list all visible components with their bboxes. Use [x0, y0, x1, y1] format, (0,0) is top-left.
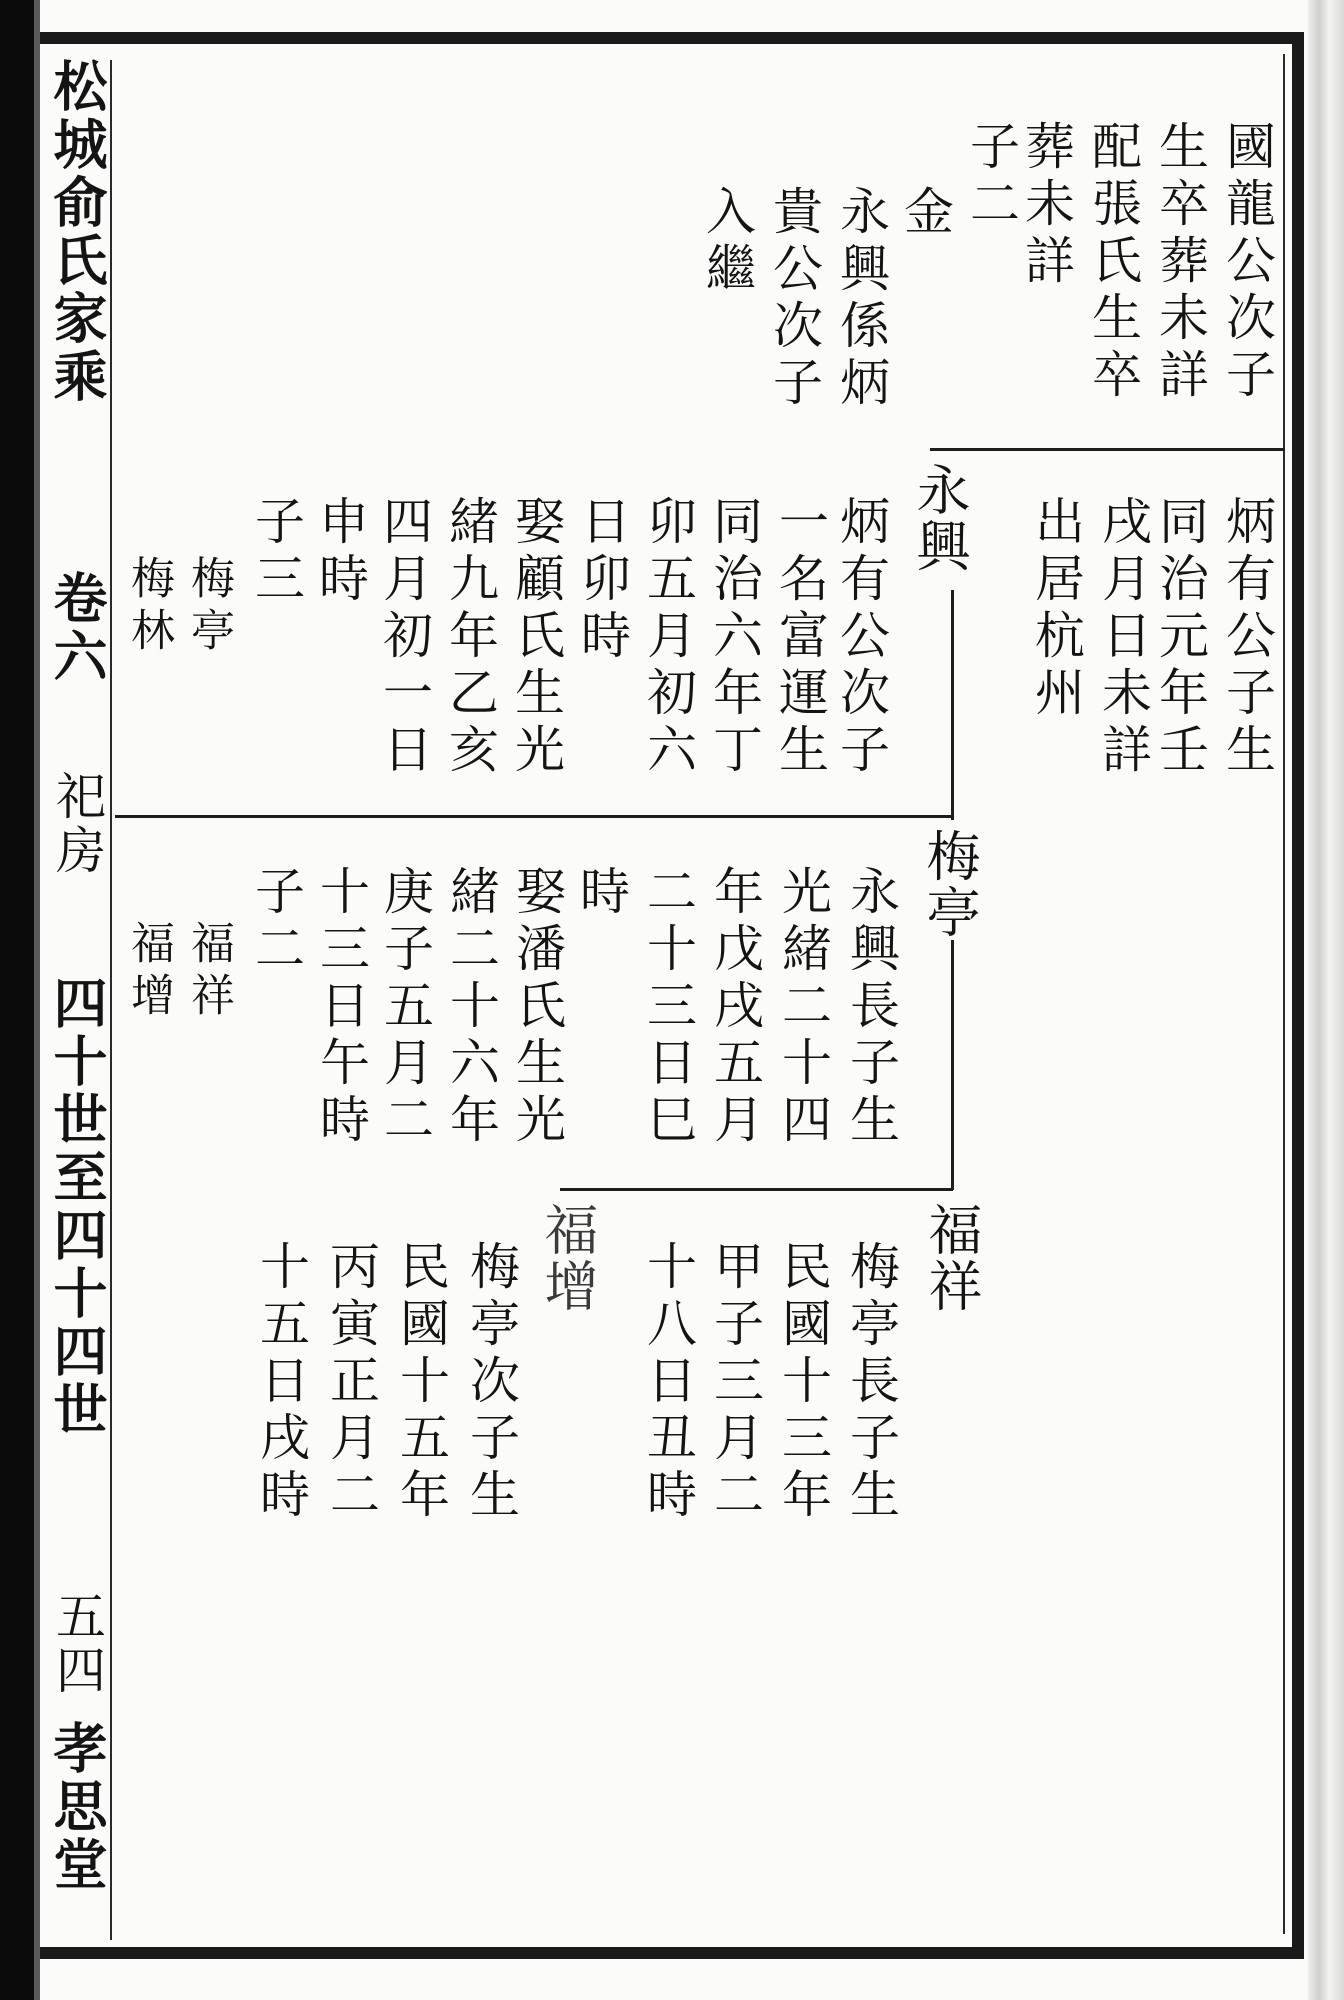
entry-1-son-2: 永興係炳	[832, 185, 890, 413]
entry-1-line-1: 國龍公次子	[1218, 120, 1276, 405]
entry-3-line-4: 卯五月初六	[639, 495, 697, 780]
tree-line	[115, 815, 953, 818]
entry-3-line-3: 同治六年丁	[705, 495, 763, 780]
entry-3-head: 永興	[908, 462, 971, 574]
entry-5-line-1: 梅亭長子生	[842, 1240, 900, 1525]
spine-edge	[34, 0, 40, 2000]
entry-4-line-2: 光緒二十四	[774, 865, 832, 1150]
entry-3-line-10: 子三	[247, 495, 305, 609]
entry-3-line-1: 炳有公次子	[832, 495, 890, 780]
entry-2-line-2: 同治元年壬	[1151, 495, 1209, 780]
entry-5-head: 福祥	[920, 1202, 983, 1314]
entry-6-head: 福增	[536, 1202, 599, 1314]
entry-2-line-4: 出居杭州	[1027, 495, 1085, 723]
entry-4-line-3: 年戊戌五月	[706, 865, 764, 1150]
entry-1-line-3: 配張氏生卒	[1084, 120, 1142, 405]
hall-name: 孝思堂	[45, 1720, 109, 1894]
book-spine	[0, 0, 34, 2000]
entry-5-line-4: 十八日丑時	[639, 1240, 697, 1525]
entry-4-line-5: 時	[572, 865, 630, 922]
entry-3-son-2: 梅林	[123, 555, 174, 659]
tree-line	[560, 1188, 953, 1191]
entry-6-line-1: 梅亭次子生	[462, 1240, 520, 1525]
top-border	[40, 32, 1304, 44]
entry-1-line-2: 生卒葬未詳	[1151, 120, 1209, 405]
entry-5-line-2: 民國十三年	[774, 1240, 832, 1525]
entry-3-line-7: 緒九年乙亥	[441, 495, 499, 780]
entry-1-line-5: 子二	[962, 120, 1020, 234]
entry-4-line-7: 緒二十六年	[442, 865, 500, 1150]
entry-2-line-3: 戌月日未詳	[1094, 495, 1152, 780]
entry-2-line-1: 炳有公子生	[1218, 495, 1276, 780]
entry-4-head: 梅亭	[918, 828, 981, 940]
entry-4-line-4: 二十三日巳	[639, 865, 697, 1150]
entry-1-son-2-note: 入繼	[698, 185, 756, 299]
entry-3-line-6: 娶顧氏生光	[507, 495, 565, 780]
page-edge	[1308, 0, 1344, 2000]
entry-4-line-10: 子二	[247, 865, 305, 979]
generations-label: 四十世至四十四世	[45, 975, 109, 1439]
entry-5-line-3: 甲子三月二	[706, 1240, 764, 1525]
entry-3-line-2: 一名富運生	[771, 495, 829, 780]
entry-6-line-2: 民國十五年	[392, 1240, 450, 1525]
inner-left-rule	[110, 60, 112, 1940]
entry-3-son-1: 梅亭	[183, 555, 234, 659]
entry-3-line-8: 四月初一日	[375, 495, 433, 780]
entry-4-line-6: 娶潘氏生光	[508, 865, 566, 1150]
page-number: 五四	[48, 1590, 106, 1698]
entry-4-line-9: 十三日午時	[312, 865, 370, 1150]
inner-right-rule	[1283, 54, 1285, 1934]
tree-line	[930, 448, 1285, 451]
entry-6-line-3: 丙寅正月二	[322, 1240, 380, 1525]
entry-1-son-2-note: 貴公次子	[765, 185, 823, 413]
entry-4-son-2: 福增	[123, 920, 174, 1024]
right-border	[1292, 32, 1304, 1959]
branch-label: 祀房	[48, 770, 106, 878]
tree-line	[951, 590, 954, 820]
book-title: 松城俞氏家乘	[45, 58, 109, 406]
entry-4-line-8: 庚子五月二	[376, 865, 434, 1150]
entry-1-son-1: 金	[896, 185, 954, 242]
volume-label: 卷六	[45, 570, 109, 686]
entry-6-line-4: 十五日戌時	[252, 1240, 310, 1525]
entry-4-son-1: 福祥	[183, 920, 234, 1024]
entry-3-line-5: 日卯時	[573, 495, 631, 666]
entry-1-line-4: 葬未詳	[1017, 120, 1075, 291]
tree-line	[951, 940, 954, 1190]
entry-3-line-9: 申時	[311, 495, 369, 609]
bottom-border	[40, 1947, 1304, 1959]
entry-4-line-1: 永興長子生	[842, 865, 900, 1150]
